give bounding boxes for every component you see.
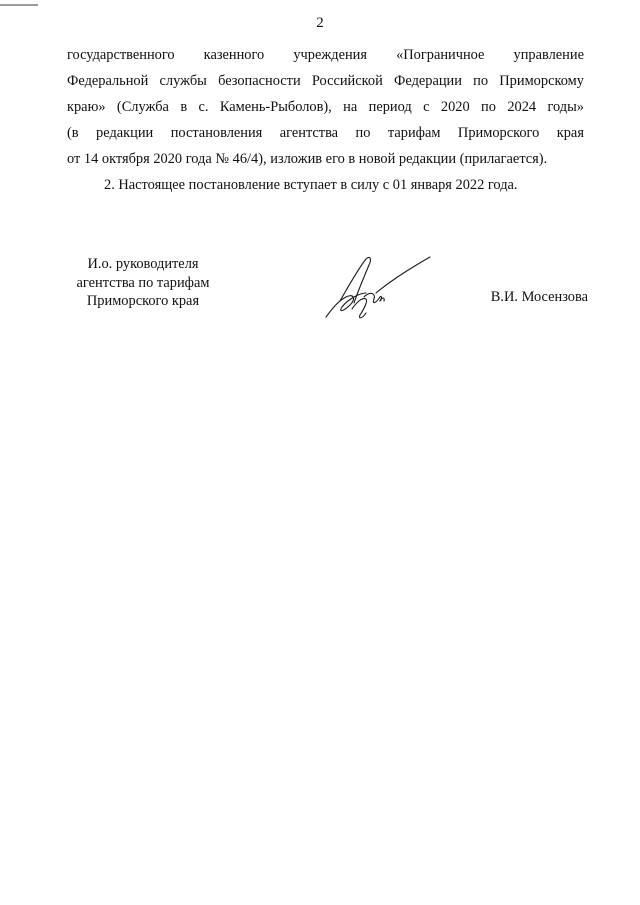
word: государственного xyxy=(67,47,175,63)
position-line: И.о. руководителя xyxy=(87,256,199,272)
word: в xyxy=(180,99,188,115)
handwritten-signature-icon xyxy=(318,253,433,323)
scan-corner-mark xyxy=(0,4,38,6)
page-number: 2 xyxy=(316,15,324,31)
position-line: Приморского края xyxy=(86,293,200,309)
text-line-1 xyxy=(67,42,584,68)
word: с xyxy=(423,99,430,115)
word: казенного xyxy=(203,47,265,63)
word: на xyxy=(343,99,358,115)
word: Приморского xyxy=(457,125,540,141)
signature-block xyxy=(68,255,588,345)
paragraph-effective-date: 2. Настоящее постановление вступает в силу с 01 января 2022 года. xyxy=(104,177,518,193)
signatory-position xyxy=(68,255,218,311)
word: 2020 xyxy=(440,99,470,115)
word: 2024 xyxy=(507,99,537,115)
text-line-5: от 14 октября 2020 года № 46/4), изложив его в новой редакции (прилагается). xyxy=(67,151,548,167)
word: по xyxy=(473,73,489,89)
word: период xyxy=(368,99,412,115)
word: края xyxy=(556,125,584,141)
word: с. xyxy=(198,99,209,115)
word: (Служба xyxy=(116,99,169,115)
word: краю» xyxy=(67,99,106,115)
text-line-2 xyxy=(67,68,584,94)
word: редакции xyxy=(96,125,154,141)
word: службы xyxy=(159,73,207,89)
word: годы» xyxy=(547,99,584,115)
word: Российской xyxy=(311,73,383,89)
text-line-4 xyxy=(67,120,584,146)
word: Федерации xyxy=(394,73,462,89)
word: Приморскому xyxy=(499,73,584,89)
word: по xyxy=(481,99,496,115)
word: тарифам xyxy=(387,125,441,141)
word: постановления xyxy=(170,125,263,141)
word: учреждения xyxy=(293,47,368,63)
text-line-3 xyxy=(67,94,584,120)
word: Федеральной xyxy=(67,73,149,89)
word: безопасности xyxy=(218,73,301,89)
word: Камень-Рыболов), xyxy=(219,99,332,115)
word: «Пограничное xyxy=(396,47,485,63)
word: управление xyxy=(513,47,584,63)
position-line: агентства по тарифам xyxy=(76,274,210,291)
signer-name: В.И. Мосензова xyxy=(490,289,588,305)
word: агентства xyxy=(279,125,339,141)
word: по xyxy=(355,125,371,141)
document-body xyxy=(67,42,584,198)
word: (в xyxy=(67,125,79,141)
